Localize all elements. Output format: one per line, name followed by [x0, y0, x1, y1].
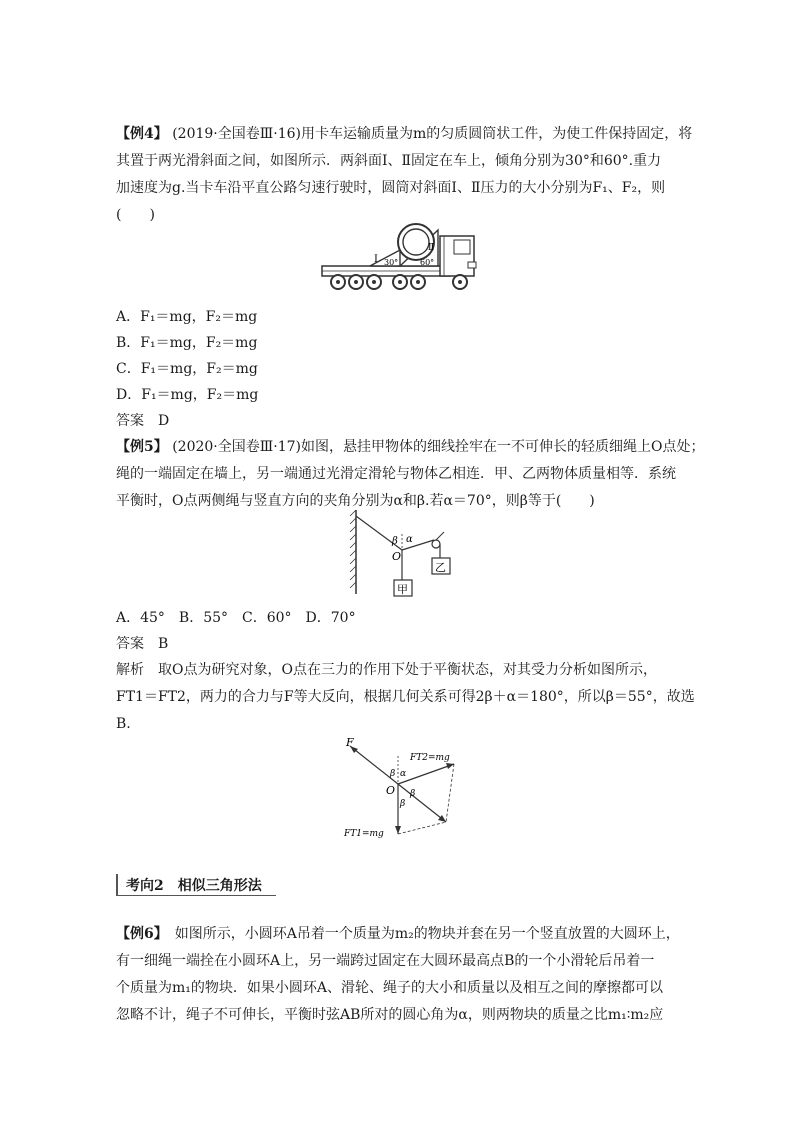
- label-jia: 甲: [397, 583, 408, 596]
- section-heading: [116, 874, 276, 896]
- ex5-analysis-line3: B.: [116, 716, 131, 732]
- ex4-option-b: B．F₁＝mg，F₂＝mg: [116, 335, 258, 351]
- label-beta: β: [392, 536, 398, 547]
- force-alpha: α: [400, 769, 407, 779]
- ex5-answer: 答案 B: [116, 636, 169, 652]
- ex6-line1: [116, 924, 680, 944]
- ex6-line3: 个质量为m₁的物块．如果小圆环A、滑轮、绳子的大小和质量以及相互之间的摩擦都可以: [116, 980, 663, 996]
- force-O: O: [386, 784, 396, 797]
- ex5-options: A．45° B．55° C．60° D．70°: [116, 610, 356, 626]
- ex6-line4: 忽略不计，绳子不可伸长，平衡时弦AB所对的圆心角为α，则两物块的质量之比m₁∶m₂应: [116, 1007, 664, 1023]
- force-beta-1: β: [390, 769, 396, 779]
- ex4-line4: ( ): [116, 207, 155, 223]
- ex4-option-c: C．F₁＝mg，F₂＝mg: [116, 361, 258, 377]
- force-F: F: [346, 736, 354, 749]
- angle-30: 30°: [384, 258, 399, 267]
- ex5-analysis-line2: FT1＝FT2，两力的合力与F等大反向，根据几何关系可得2β＋α＝180°，所以β＝55°，故选: [116, 689, 695, 705]
- label-I: Ⅰ: [374, 254, 378, 265]
- ex5-line1-text: (2020·全国卷Ⅲ·17)如图，悬挂甲物体的细线拴牢在一不可伸长的轻质细绳上O点处；: [167, 439, 705, 455]
- ex4-line1: [116, 124, 692, 144]
- ex6-label: 【例6】: [116, 926, 161, 942]
- section-heading-text: 考向2 相似三角形法: [126, 878, 262, 894]
- ex4-option-a: A．F₁＝mg，F₂＝mg: [116, 309, 258, 325]
- angle-60: 60°: [420, 258, 435, 267]
- label-O: O: [392, 550, 402, 563]
- pulley-figure: [346, 508, 456, 600]
- ex5-label: 【例5】: [116, 439, 168, 455]
- ex5-analysis-line1: 解析 取O点为研究对象，O点在三力的作用下处于平衡状态，对其受力分析如图所示，: [116, 662, 657, 678]
- truck-figure: [316, 222, 486, 300]
- force-FT2: FT2=mg: [410, 753, 450, 763]
- ex5-line3: 平衡时，O点两侧绳与竖直方向的夹角分别为α和β.若α＝70°，则β等于( ): [116, 493, 595, 509]
- ex4-line2: 其置于两光滑斜面之间，如图所示．两斜面Ⅰ、Ⅱ固定在车上，倾角分别为30°和60°.重力: [116, 153, 662, 169]
- ex5-line2: 绳的一端固定在墙上，另一端通过光滑定滑轮与物体乙相连．甲、乙两物体质量相等．系统: [116, 466, 676, 482]
- force-beta-3: β: [400, 799, 406, 809]
- ex4-option-d: D．F₁＝mg，F₂＝mg: [116, 387, 259, 403]
- label-yi: 乙: [435, 561, 446, 574]
- ex6-line2: 有一细绳一端拴在小圆环A上，另一端跨过固定在大圆环最高点B的一个小滑轮后吊着一: [116, 953, 655, 969]
- label-alpha: α: [406, 534, 413, 545]
- ex5-line1: [116, 437, 704, 457]
- ex4-label: 【例4】: [116, 126, 168, 142]
- force-beta-2: β: [410, 789, 416, 799]
- ex4-answer: 答案 D: [116, 413, 170, 429]
- label-II: Ⅱ: [428, 243, 435, 253]
- ex4-line1-text: (2019·全国卷Ⅲ·16)用卡车运输质量为m的匀质圆筒状工件，为使工件保持固定，将: [167, 126, 693, 142]
- ex6-line1-text: 如图所示，小圆环A吊着一个质量为m₂的物块并套在另一个竖直放置的大圆环上，: [160, 926, 680, 942]
- ex4-line3: 加速度为g.当卡车沿平直公路匀速行驶时，圆筒对斜面Ⅰ、Ⅱ压力的大小分别为F₁、F₂，则: [116, 180, 666, 196]
- force-figure: [342, 736, 466, 844]
- force-FT1: FT1=mg: [344, 829, 384, 839]
